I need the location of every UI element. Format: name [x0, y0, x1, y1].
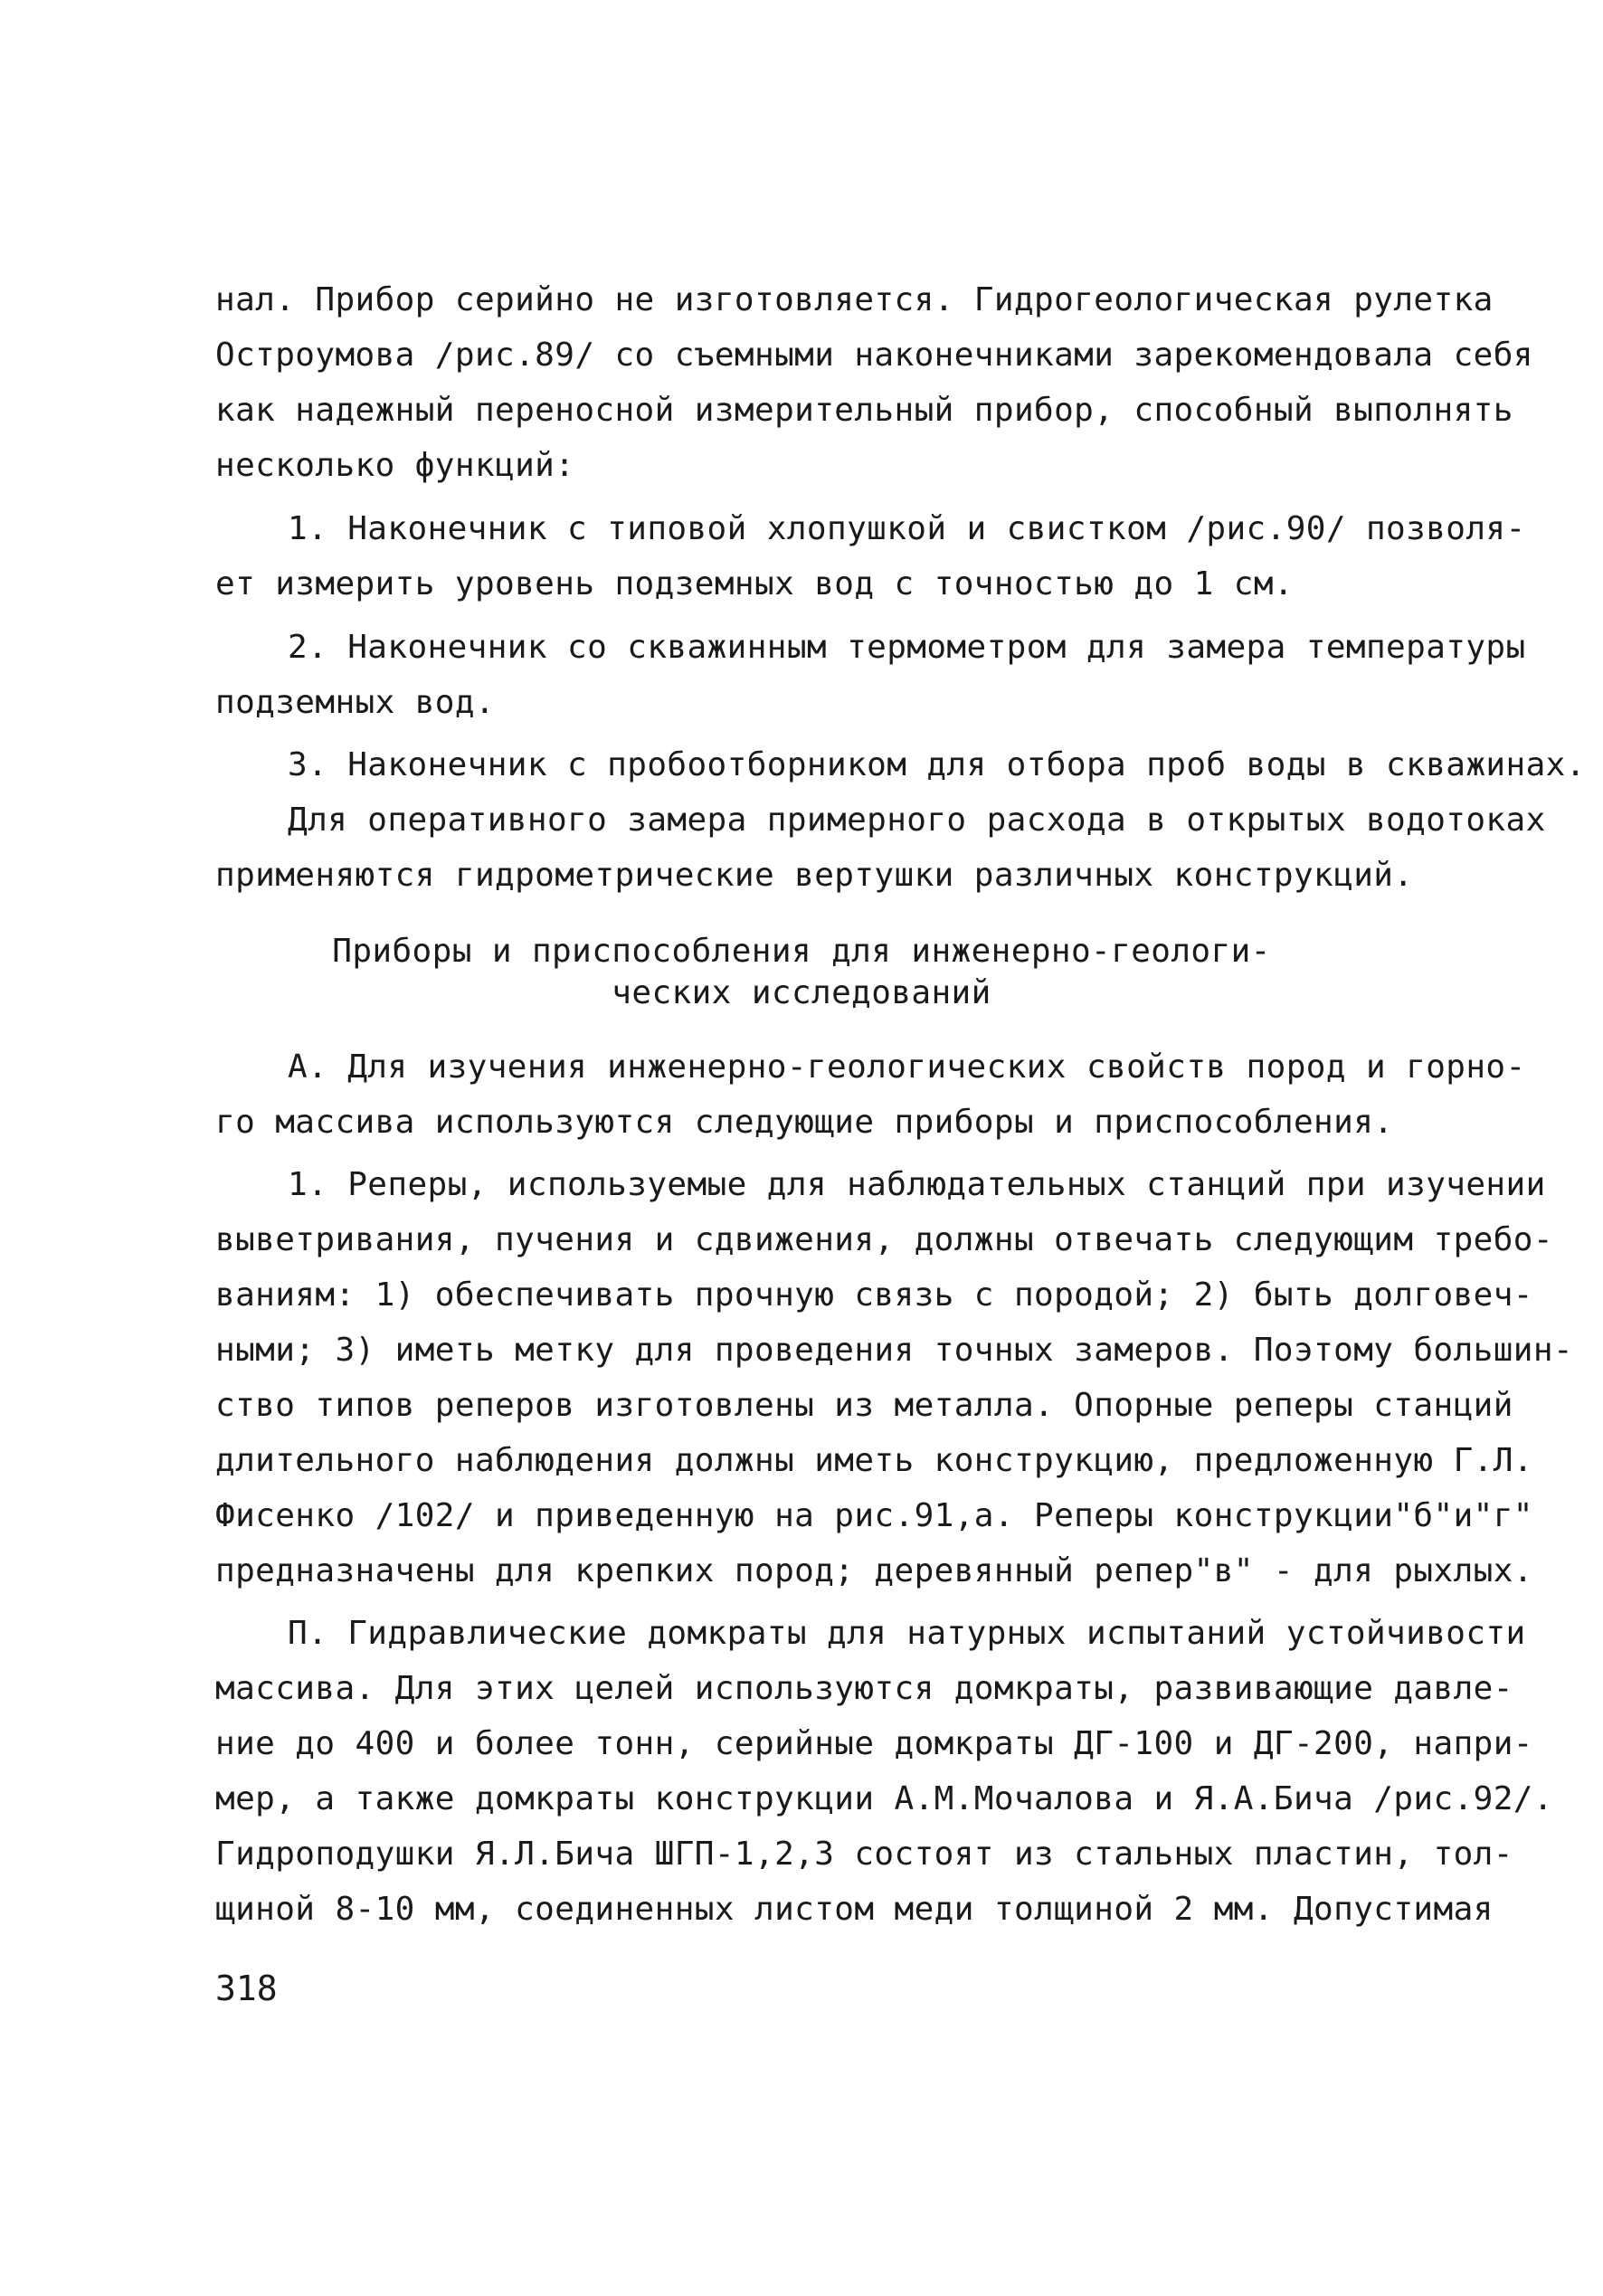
section-1-line-2: выветривания, пучения и сдвижения, должны отвечать следующим требо- [215, 1221, 1553, 1258]
item-3-line-1: 3. Наконечник с пробоотборником для отбора проб воды в скважинах. [288, 746, 1586, 783]
section-2-line-2: массива. Для этих целей используются домкраты, развивающие давле- [215, 1670, 1513, 1707]
section-heading-line-2: ческих исследований [612, 974, 991, 1011]
section-1-line-8: предназначены для крепких пород; деревянный репер"в" - для рыхлых. [215, 1552, 1533, 1589]
section-2-line-5: Гидроподушки Я.Л.Бича ШГП-1,2,3 состоят из стальных пластин, тол- [215, 1836, 1513, 1873]
paragraph-1-line-4: несколько функций: [215, 447, 575, 484]
section-2-line-1: П. Гидравлические домкраты для натурных испытаний устойчивости [288, 1615, 1526, 1652]
paragraph-1-line-2: Остроумова /рис.89/ со съемными наконечниками зарекомендовала себя [215, 337, 1533, 374]
item-2-line-1: 2. Наконечник со скважинным термометром для замера температуры [288, 629, 1526, 666]
section-a-line-2: го массива используются следующие приборы и приспособления. [215, 1104, 1394, 1141]
item-2-line-2: подземных вод. [215, 684, 496, 721]
section-2-line-6: щиной 8-10 мм, соединенных листом меди толщиной 2 мм. Допустимая [215, 1891, 1494, 1928]
section-1-line-5: ство типов реперов изготовлены из металла. Опорные реперы станций [215, 1387, 1513, 1424]
section-a-line-1: А. Для изучения инженерно-геологических свойств пород и горно- [288, 1048, 1526, 1086]
section-1-line-3: ваниям: 1) обеспечивать прочную связь с породой; 2) быть долговеч- [215, 1276, 1533, 1314]
item-1-line-1: 1. Наконечник с типовой хлопушкой и свистком /рис.90/ позволя- [288, 510, 1526, 547]
section-2-line-4: мер, а также домкраты конструкции А.М.Мочалова и Я.А.Бича /рис.92/. [215, 1780, 1553, 1817]
paragraph-1-line-3: как надежный переносной измерительный прибор, способный выполнять [215, 392, 1513, 429]
section-2-line-3: ние до 400 и более тонн, серийные домкраты ДГ-100 и ДГ-200, напри- [215, 1725, 1533, 1762]
section-1-line-7: Фисенко /102/ и приведенную на рис.91,а. Реперы конструкции"б"и"г" [215, 1497, 1533, 1534]
section-1-line-6: длительного наблюдения должны иметь конструкцию, предложенную Г.Л. [215, 1442, 1533, 1479]
paragraph-1-line-1: нал. Прибор серийно не изготовляется. Гидрогеологическая рулетка [215, 281, 1494, 318]
section-heading-line-1: Приборы и приспособления для инженерно-геологи- [332, 933, 1271, 970]
page-number: 318 [215, 1969, 278, 2008]
item-1-line-2: ет измерить уровень подземных вод с точностью до 1 см. [215, 565, 1294, 602]
paragraph-2-line-1: Для оперативного замера примерного расхода в открытых водотоках [288, 802, 1546, 839]
section-1-line-4: ными; 3) иметь метку для проведения точных замеров. Поэтому большин- [215, 1332, 1574, 1369]
section-1-line-1: 1. Реперы, используемые для наблюдательных станций при изучении [288, 1166, 1546, 1203]
paragraph-2-line-2: применяются гидрометрические вертушки различных конструкций. [215, 857, 1414, 894]
